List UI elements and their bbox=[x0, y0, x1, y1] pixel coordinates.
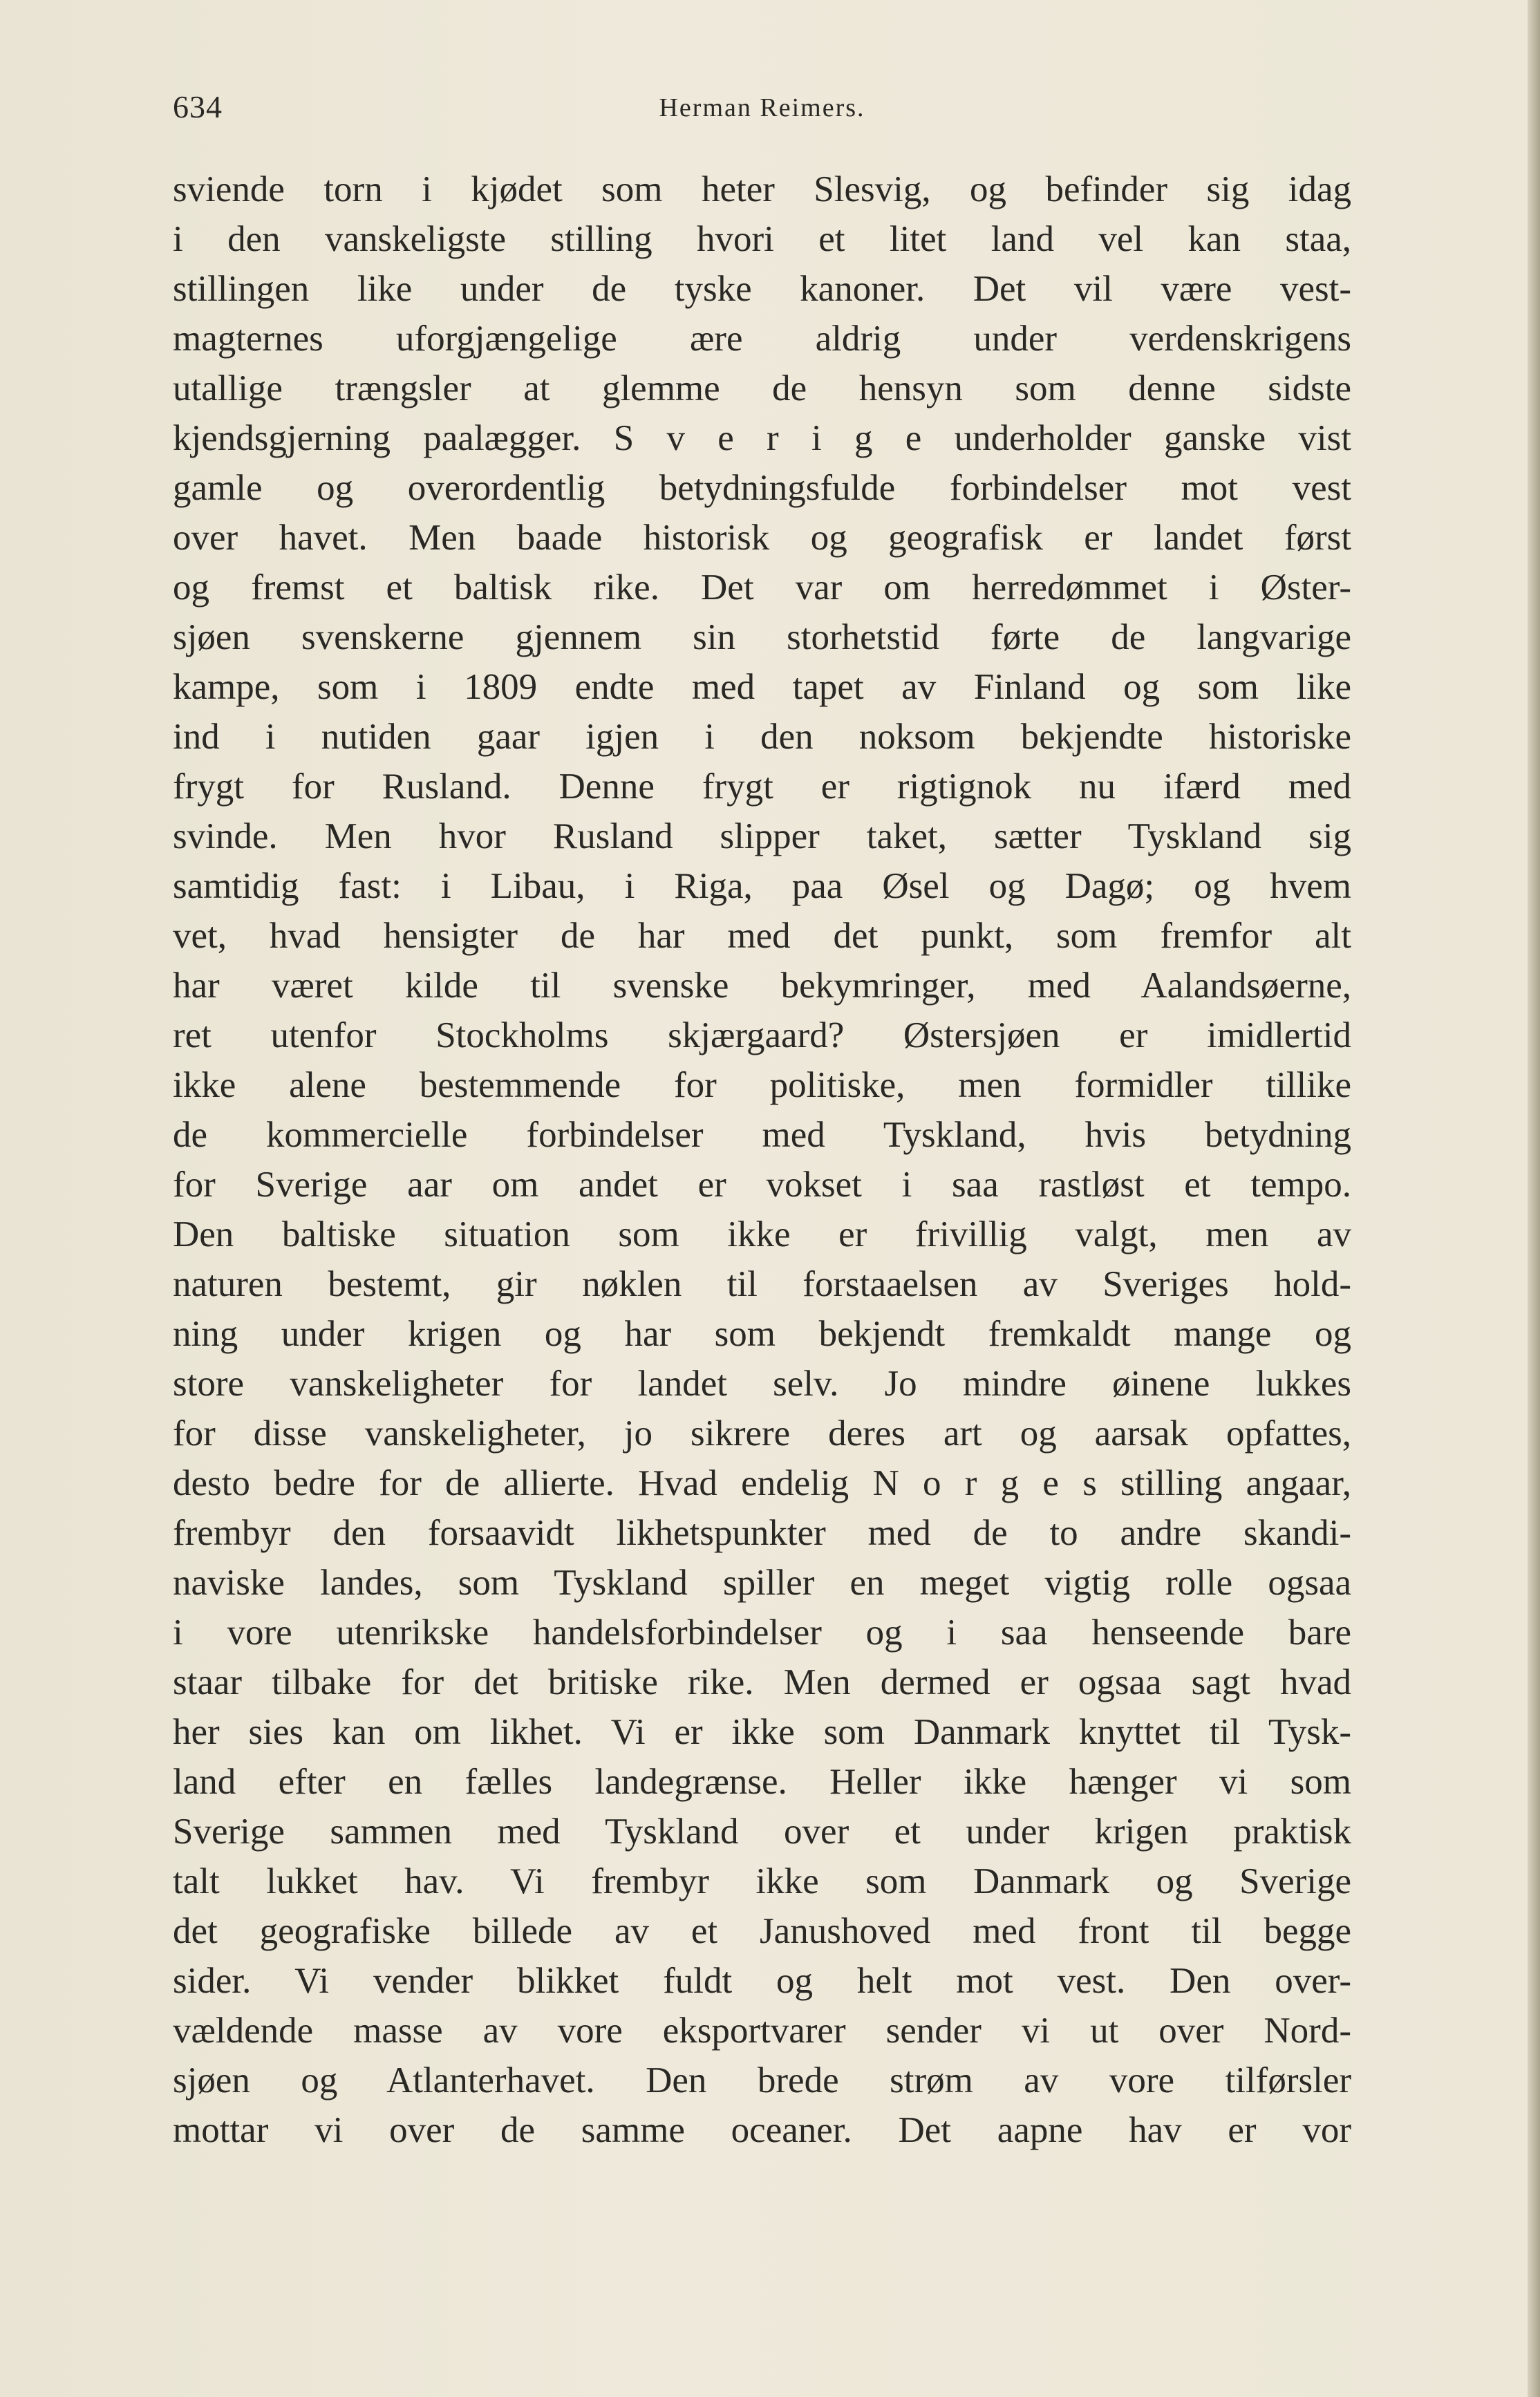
text-line: vældende masse av vore eksportvarer sender vi ut over Nord- bbox=[173, 2011, 1351, 2051]
text-line: talt lukket hav. Vi frembyr ikke som Danmark og Sverige bbox=[173, 1861, 1351, 1901]
text-line: ind i nutiden gaar igjen i den noksom bekjendte historiske bbox=[173, 717, 1351, 757]
text-line: i den vanskeligste stilling hvori et litet land vel kan staa, bbox=[173, 219, 1351, 259]
text-line: staar tilbake for det britiske rike. Men dermed er ogsaa sagt hvad bbox=[173, 1662, 1351, 1702]
text-line: de kommercielle forbindelser med Tyskland, hvis betydning bbox=[173, 1115, 1351, 1155]
text-line: magternes uforgjængelige ære aldrig under verdenskrigens bbox=[173, 319, 1351, 359]
text-line: sviende torn i kjødet som heter Slesvig, og befinder sig idag bbox=[173, 169, 1351, 209]
text-line: kampe, som i 1809 endte med tapet av Finland og som like bbox=[173, 667, 1351, 707]
text-line: ikke alene bestemmende for politiske, men formidler tillike bbox=[173, 1065, 1351, 1105]
text-line: for Sverige aar om andet er vokset i saa rastløst et tempo. bbox=[173, 1165, 1351, 1205]
text-line: naturen bestemt, gir nøklen til forstaaelsen av Sveriges hold- bbox=[173, 1264, 1351, 1304]
text-line: frembyr den forsaavidt likhetspunkter med de to andre skandi- bbox=[173, 1513, 1351, 1553]
body-text bbox=[173, 164, 1351, 2155]
text-line: land efter en fælles landegrænse. Heller ikke hænger vi som bbox=[173, 1762, 1351, 1802]
text-line: frygt for Rusland. Denne frygt er rigtignok nu ifærd med bbox=[173, 767, 1351, 807]
text-line: gamle og overordentlig betydningsfulde forbindelser mot vest bbox=[173, 468, 1351, 508]
text-line: stillingen like under de tyske kanoner. Det vil være vest- bbox=[173, 269, 1351, 309]
text-line: sjøen svenskerne gjennem sin storhetstid førte de langvarige bbox=[173, 617, 1351, 657]
text-line: naviske landes, som Tyskland spiller en meget vigtig rolle ogsaa bbox=[173, 1563, 1351, 1603]
text-line: her sies kan om likhet. Vi er ikke som Danmark knyttet til Tysk- bbox=[173, 1712, 1351, 1752]
text-line: ret utenfor Stockholms skjærgaard? Østersjøen er imidlertid bbox=[173, 1015, 1351, 1055]
text-line: for disse vanskeligheter, jo sikrere deres art og aarsak opfattes, bbox=[173, 1413, 1351, 1454]
running-head: Herman Reimers. bbox=[659, 93, 865, 122]
text-line: i vore utenrikske handelsforbindelser og i saa henseende bare bbox=[173, 1613, 1351, 1653]
text-line: Sverige sammen med Tyskland over et under krigen praktisk bbox=[173, 1812, 1351, 1852]
text-line: det geografiske billede av et Janushoved med front til begge bbox=[173, 1911, 1351, 1951]
text-line: ning under krigen og har som bekjendt fremkaldt mange og bbox=[173, 1314, 1351, 1354]
text-line: svinde. Men hvor Rusland slipper taket, sætter Tyskland sig bbox=[173, 816, 1351, 856]
text-line: sider. Vi vender blikket fuldt og helt mot vest. Den over- bbox=[173, 1961, 1351, 2001]
text-line: vet, hvad hensigter de har med det punkt, som fremfor alt bbox=[173, 916, 1351, 956]
text-line: kjendsgjerning paalægger. S v e r i g e underholder ganske vist bbox=[173, 418, 1351, 458]
text-line: store vanskeligheter for landet selv. Jo mindre øinene lukkes bbox=[173, 1364, 1351, 1404]
text-line: samtidig fast: i Libau, i Riga, paa Øsel og Dagø; og hvem bbox=[173, 866, 1351, 906]
page-header bbox=[173, 88, 1351, 130]
page-number: 634 bbox=[173, 89, 223, 124]
text-line: utallige trængsler at glemme de hensyn som denne sidste bbox=[173, 368, 1351, 408]
text-line: over havet. Men baade historisk og geografisk er landet først bbox=[173, 518, 1351, 558]
text-line: sjøen og Atlanterhavet. Den brede strøm av vore tilførsler bbox=[173, 2060, 1351, 2100]
text-line: har været kilde til svenske bekymringer, med Aalandsøerne, bbox=[173, 966, 1351, 1006]
text-line: og fremst et baltisk rike. Det var om herredømmet i Øster- bbox=[173, 567, 1351, 608]
text-line: Den baltiske situation som ikke er frivillig valgt, men av bbox=[173, 1214, 1351, 1254]
text-line: desto bedre for de allierte. Hvad endelig N o r g e s stilling angaar, bbox=[173, 1463, 1351, 1503]
page-edge-shadow bbox=[1528, 0, 1540, 2397]
text-line: mottar vi over de samme oceaner. Det aapne hav er vor bbox=[173, 2110, 1351, 2150]
